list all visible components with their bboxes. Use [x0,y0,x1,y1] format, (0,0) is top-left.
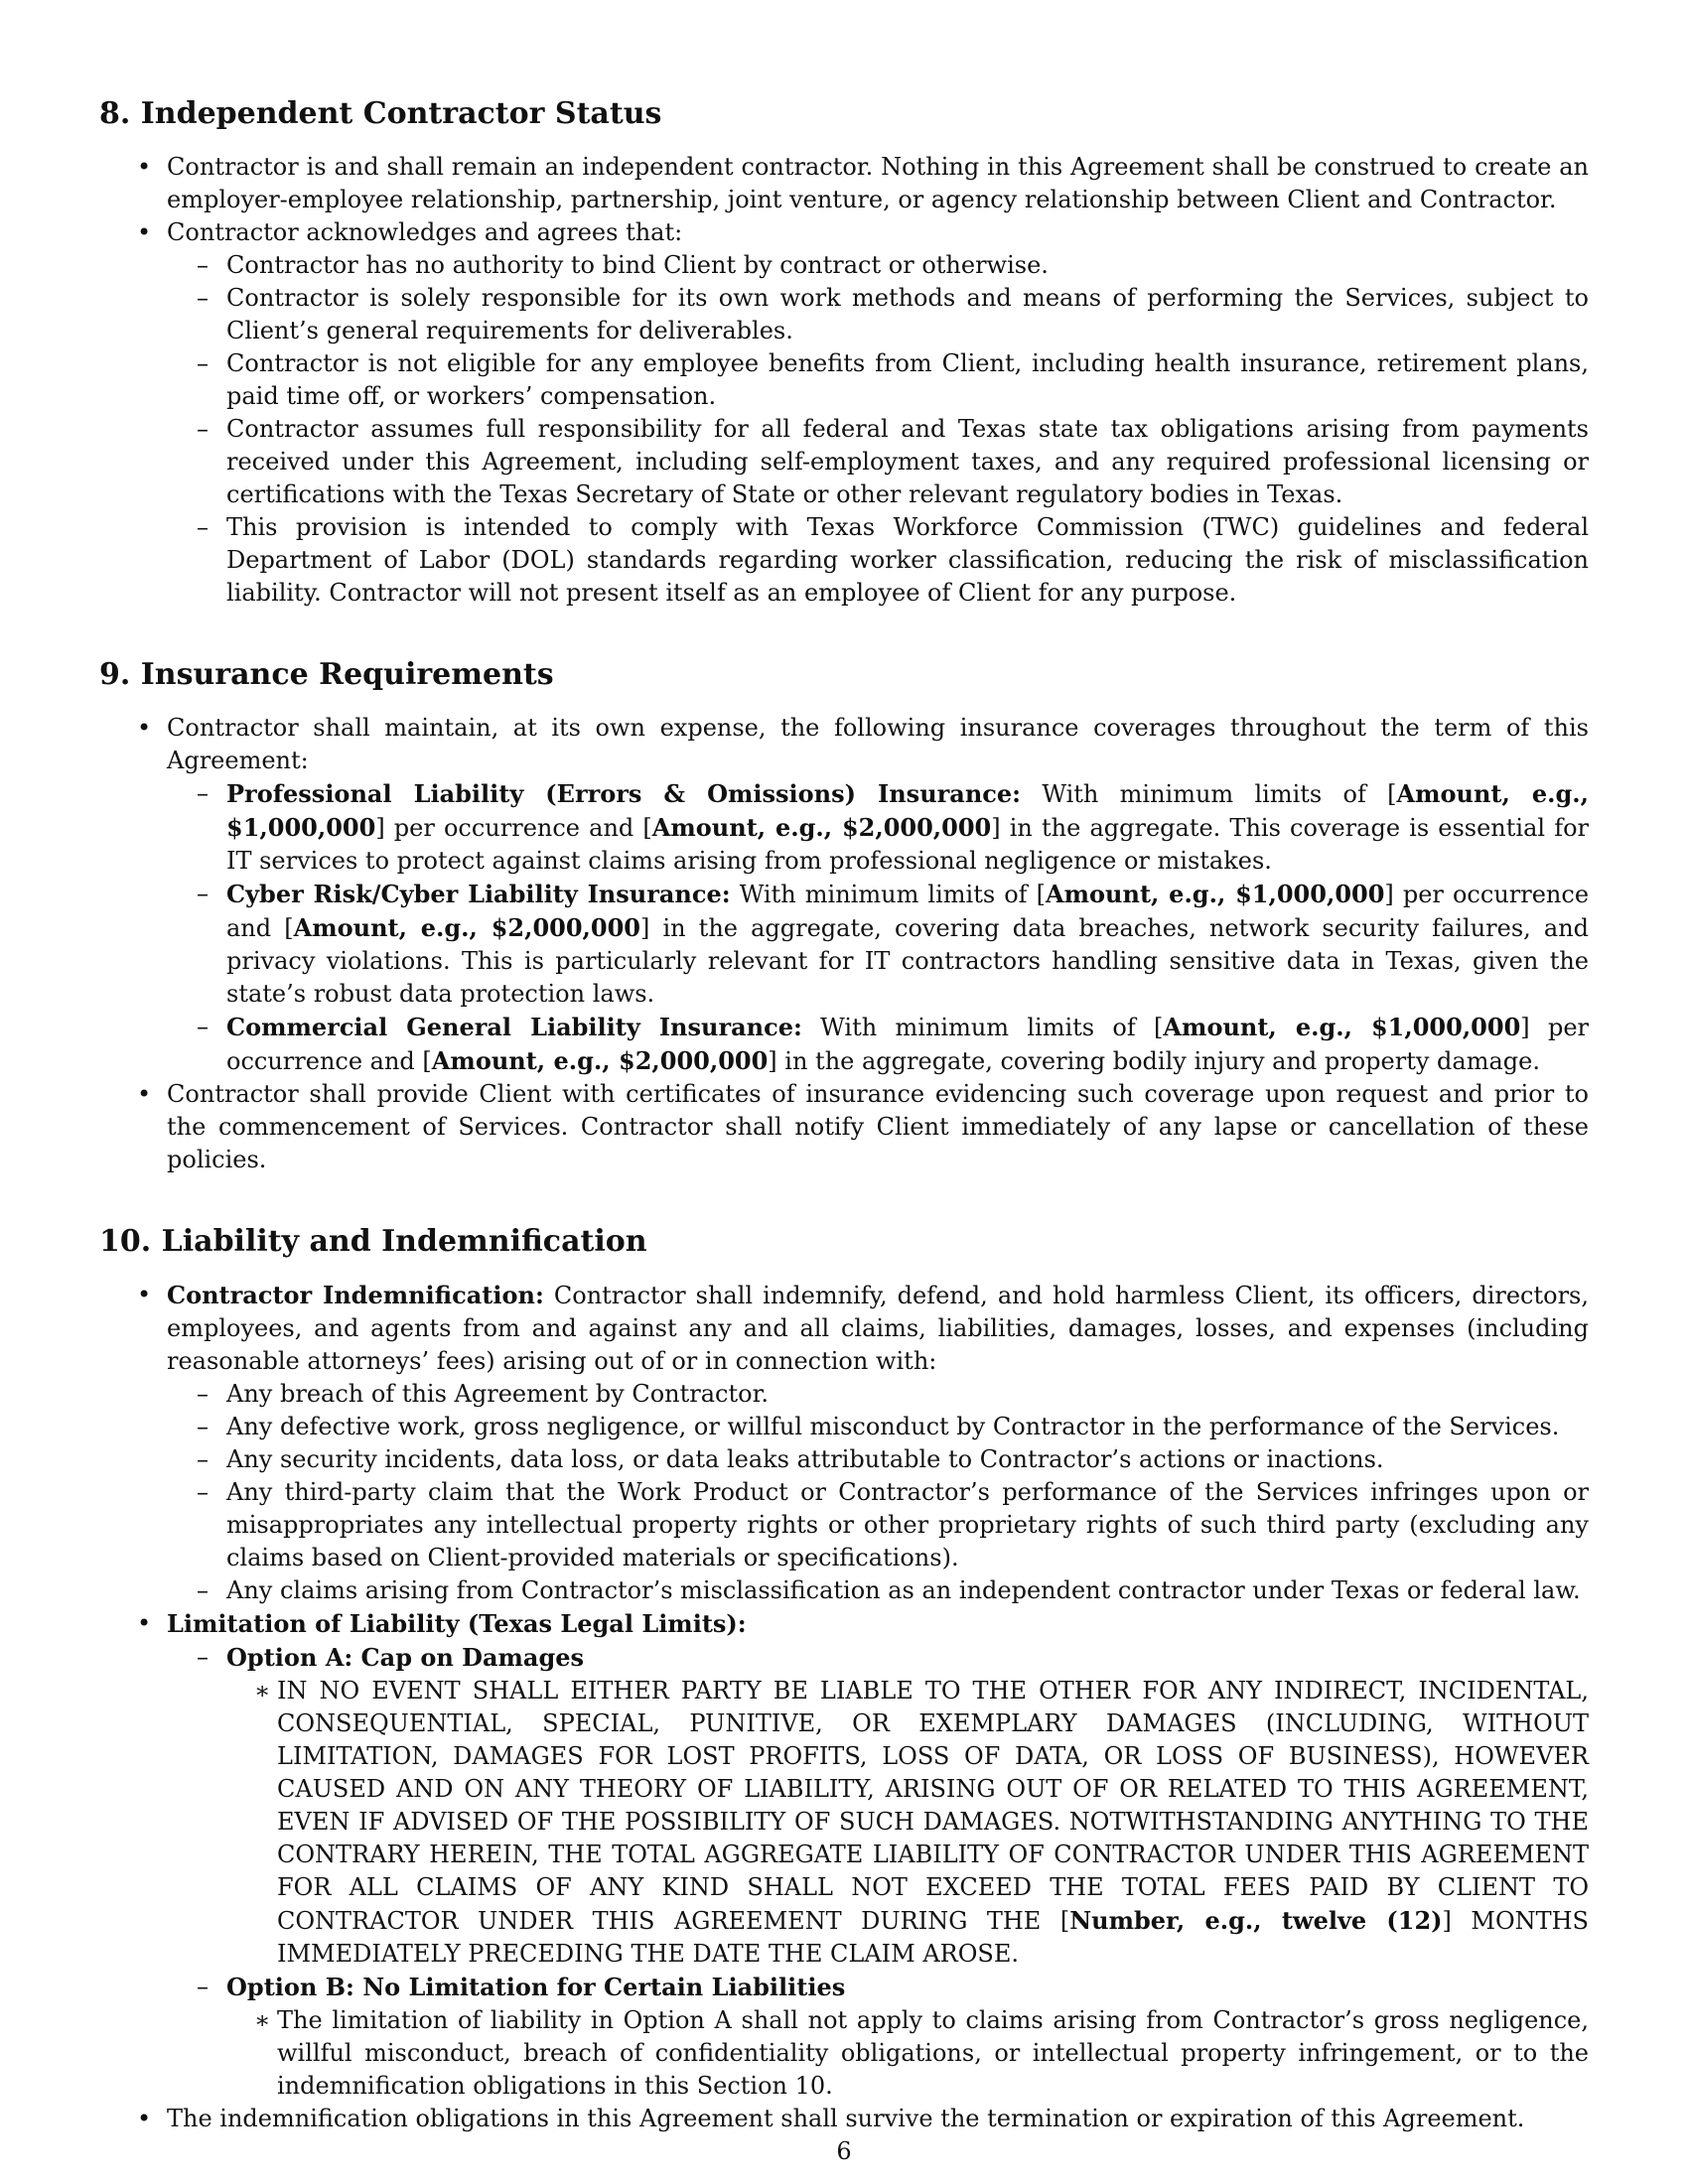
list-item: • Contractor is and shall remain an independent contractor. Nothing in this Agreement shall be construed to create an employer-employee relationship, partnership, joint venture, or agency relationship between Client and Contractor. [137,153,1589,213]
sub-list-item: – Contractor is not eligible for any employee benefits from Client, including health insurance, retirement plans, paid time off, or workers’ compensation. [197,349,1589,410]
limitation-of-liability: • Limitation of Liability (Texas Legal Limits): – Option A: Cap on Damages ∗ IN NO EVENT SHALL EITHER PARTY BE LIABLE TO THE OTHER FOR ANY INDIRECT, INCIDENTAL, CONSEQUENTIAL, SPECIAL, PUNITIVE, OR EXEMPLARY DAMAGES (INCLUDING, WITHOUT LIMITATION, DAMAGES FOR LOST PROFITS, LOSS OF DATA, OR LOSS OF BUSINESS), HOWEVER CAUSED AND ON ANY THEORY OF LIABILITY, ARISING OUT OF OR RELATED TO THIS AGREEMENT, EVEN IF ADVISED OF THE POSSIBILITY OF SUCH DAMAGES. NOTWITHSTANDING ANYTHING TO THE CONTRARY HEREIN, THE TOTAL AGGREGATE LIABILITY OF CONTRACTOR UNDER THIS AGREEMENT FOR ALL CLAIMS OF ANY KIND SHALL NOT EXCEED THE TOTAL FEES PAID BY CLIENT TO CONTRACTOR UNDER THIS AGREEMENT DURING THE [Number, e.g., twelve (12)] MONTHS IMMEDIATELY PRECEDING THE DATE THE CLAIM AROSE. – Option B: No Limitation for Certain Liabilities ∗ The limitation of liability in Option A shall not apply to claims arising from Contractor’s gross negligence, willful misconduct, breach of confidentiality obligations, or intellectual property infringement, or to the indemnification obligations in this Section 10. [99,1607,1589,2103]
section-8-sublist [167,249,1589,610]
option-a-list [226,1675,1589,1971]
option-b-list [226,2004,1589,2103]
section-10 [99,1222,1589,2135]
dash-marker: – [197,1643,209,1671]
dash-marker: – [197,1013,209,1040]
list-item: • Contractor shall maintain, at its own expense, the following insurance coverages throughout the term of this Agreement: – Professional Liability (Errors & Omissions) Insurance: With minimum limits of [Amount, e.g., $1,000,000] per occurrence and [Amount, e.g., $2,000,000] in the aggregate. This coverage is essential for IT services to protect against claims arising from professional negligence or mistakes. – Cyber Risk/Cyber Liability Insurance: With minimum limits of [Amount, e.g., $1,000,000] per occurrence and [Amount, e.g., $2,000,000] in the aggregate, covering data breaches, network security failures, and privacy violations. This is particularly relevant for IT contractors handling sensitive data in Texas, given the state’s robust data protection laws. – Commercial General Liability Insurance: With minimum limits of [Amount, e.g., $1,000,000] per occurrence and [Amount, e.g., $2,000,000] in the aggregate, covering bodily injury and property damage. [99,712,1589,1078]
section-9-list [99,712,1589,1176]
insurance-types-list [167,777,1589,1078]
section-8-heading: 8. Independent Contractor Status [99,96,662,131]
dash-marker: – [197,1576,209,1604]
list-item: • Contractor acknowledges and agrees that: – Contractor has no authority to bind Client by contract or otherwise. – Contractor is solely responsible for its own work methods and means of performing the Services, subject to Client’s general requirements for deliverables. – Contractor is not eligible for any employee benefits from Client, including health insurance, retirement plans, paid time off, or workers’ compensation. – Contractor assumes full responsibility for all federal and Texas state tax obligations arising from payments received under this Agreement, including self-employment taxes, and any required professional licensing or certifications with the Texas Secretary of State or other relevant regulatory bodies in Texas. – This provision is intended to comply with Texas Workforce Commission (TWC) guidelines and federal Department of Labor (DOL) standards regarding worker classification, reducing the risk of misclassification liability. Contractor will not present itself as an employee of Client for any purpose. [99,216,1589,610]
bullet-marker: • [137,1281,152,1308]
bullet-marker: • [137,714,152,742]
document-page [99,94,1589,2181]
section-10-list [99,1279,1589,2135]
bullet-marker: • [137,2105,152,2132]
page-number: 6 [836,2137,852,2165]
bullet-marker: • [137,218,152,246]
dash-marker: – [197,513,209,541]
insurance-professional-liability: – Professional Liability (Errors & Omissions) Insurance: With minimum limits of [Amount, e.g., $1,000,000] per occurrence and [Amount, e.g., $2,000,000] in the aggregate. This coverage is essential for IT services to protect against claims arising from professional negligence or mistakes. [197,779,1590,875]
dash-marker: – [197,1413,209,1440]
section-9-heading: 9. Insurance Requirements [99,657,554,692]
sub-list-item: – Any third-party claim that the Work Product or Contractor’s performance of the Services infringes upon or misappropriates any intellectual property rights or other proprietary rights of such third party (excluding any claims based on Client-provided materials or specifications). [197,1478,1589,1571]
option-b-text: ∗ The limitation of liability in Option A shall not apply to claims arising from Contractor’s gross negligence, willful misconduct, breach of confidentiality obligations, or intellectual property infringement, or to the indemnification obligations in this Section 10. [254,2006,1589,2100]
indemnification-items [167,1378,1589,1607]
dash-marker: – [197,779,209,807]
insurance-general-liability: – Commercial General Liability Insurance: With minimum limits of [Amount, e.g., $1,000,000] per occurrence and [Amount, e.g., $2,000,000] in the aggregate, covering bodily injury and property damage. [197,1013,1590,1075]
section-8-list [99,151,1589,610]
list-item: • Contractor shall provide Client with certificates of insurance evidencing such coverage upon request and prior to the commencement of Services. Contractor shall notify Client immediately of any lapse or cancellation of these policies. [137,1080,1589,1173]
option-b: – Option B: No Limitation for Certain Liabilities ∗ The limitation of liability in Option A shall not apply to claims arising from Contractor’s gross negligence, willful misconduct, breach of confidentiality obligations, or intellectual property infringement, or to the indemnification obligations in this Section 10. [167,1971,1589,2103]
liability-options [167,1641,1589,2103]
contractor-indemnification: • Contractor Indemnification: Contractor shall indemnify, defend, and hold harmless Client, its officers, directors, employees, and agents from and against any and all claims, liabilities, damages, losses, and expenses (including reasonable attorneys’ fees) arising out of or in connection with: – Any breach of this Agreement by Contractor. – Any defective work, gross negligence, or willful misconduct by Contractor in the performance of the Services. – Any security incidents, data loss, or data leaks attributable to Contractor’s actions or inactions. – Any third-party claim that the Work Product or Contractor’s performance of the Services infringes upon or misappropriates any intellectual property rights or other proprietary rights of such third party (excluding any claims based on Client-provided materials or specifications). – Any claims arising from Contractor’s misclassification as an independent contractor under Texas or federal law. [99,1279,1589,1607]
dash-marker: – [197,349,209,377]
section-10-heading: 10. Liability and Indemnification [99,1224,647,1259]
dash-marker: – [197,415,209,443]
option-a-text: ∗ IN NO EVENT SHALL EITHER PARTY BE LIABLE TO THE OTHER FOR ANY INDIRECT, INCIDENTAL, CONSEQUENTIAL, SPECIAL, PUNITIVE, OR EXEMPLARY DAMAGES (INCLUDING, WITHOUT LIMITATION, DAMAGES FOR LOST PROFITS, LOSS OF DATA, OR LOSS OF BUSINESS), HOWEVER CAUSED AND ON ANY THEORY OF LIABILITY, ARISING OUT OF OR RELATED TO THIS AGREEMENT, EVEN IF ADVISED OF THE POSSIBILITY OF SUCH DAMAGES. NOTWITHSTANDING ANYTHING TO THE CONTRARY HEREIN, THE TOTAL AGGREGATE LIABILITY OF CONTRACTOR UNDER THIS AGREEMENT FOR ALL CLAIMS OF ANY KIND SHALL NOT EXCEED THE TOTAL FEES PAID BY CLIENT TO CONTRACTOR UNDER THIS AGREEMENT DURING THE [Number, e.g., twelve (12)] MONTHS IMMEDIATELY PRECEDING THE DATE THE CLAIM AROSE. [254,1677,1590,1968]
section-8 [99,94,1589,610]
dash-marker: – [197,1478,209,1506]
dash-marker: – [197,1380,209,1408]
section-9 [99,655,1589,1176]
dash-marker: – [197,880,209,907]
sub-list-item: – Contractor has no authority to bind Client by contract or otherwise. [167,249,1589,282]
sub-list-item: – Any claims arising from Contractor’s misclassification as an independent contractor under Texas or federal law. [167,1574,1589,1607]
sub-list-item: – Contractor is solely responsible for its own work methods and means of performing the Services, subject to Client’s general requirements for deliverables. [197,284,1589,344]
dash-marker: – [197,1973,209,2000]
dash-marker: – [197,251,209,279]
sub-list-item: – Any security incidents, data loss, or data leaks attributable to Contractor’s actions or inactions. [167,1443,1589,1476]
option-a: – Option A: Cap on Damages ∗ IN NO EVENT SHALL EITHER PARTY BE LIABLE TO THE OTHER FOR ANY INDIRECT, INCIDENTAL, CONSEQUENTIAL, SPECIAL, PUNITIVE, OR EXEMPLARY DAMAGES (INCLUDING, WITHOUT LIMITATION, DAMAGES FOR LOST PROFITS, LOSS OF DATA, OR LOSS OF BUSINESS), HOWEVER CAUSED AND ON ANY THEORY OF LIABILITY, ARISING OUT OF OR RELATED TO THIS AGREEMENT, EVEN IF ADVISED OF THE POSSIBILITY OF SUCH DAMAGES. NOTWITHSTANDING ANYTHING TO THE CONTRARY HEREIN, THE TOTAL AGGREGATE LIABILITY OF CONTRACTOR UNDER THIS AGREEMENT FOR ALL CLAIMS OF ANY KIND SHALL NOT EXCEED THE TOTAL FEES PAID BY CLIENT TO CONTRACTOR UNDER THIS AGREEMENT DURING THE [Number, e.g., twelve (12)] MONTHS IMMEDIATELY PRECEDING THE DATE THE CLAIM AROSE. [167,1641,1589,1971]
bullet-marker: • [137,153,152,181]
dash-marker: – [197,1445,209,1473]
bullet-marker: • [137,1609,152,1637]
sub-list-item: – Any breach of this Agreement by Contractor. [167,1378,1589,1411]
star-marker: ∗ [254,2006,271,2034]
bullet-marker: • [137,1080,152,1108]
sub-list-item: – Any defective work, gross negligence, or willful misconduct by Contractor in the performance of the Services. [167,1411,1589,1443]
star-marker: ∗ [254,1677,271,1705]
insurance-cyber-liability: – Cyber Risk/Cyber Liability Insurance: With minimum limits of [Amount, e.g., $1,000,000] per occurrence and [Amount, e.g., $2,000,000] in the aggregate, covering data breaches, network security failures, and privacy violations. This is particularly relevant for IT contractors handling sensitive data in Texas, given the state’s robust data protection laws. [197,880,1590,1008]
dash-marker: – [197,284,209,312]
sub-list-item: – Contractor assumes full responsibility for all federal and Texas state tax obligations arising from payments received under this Agreement, including self-employment taxes, and any required professional licensing or certifications with the Texas Secretary of State or other relevant regulatory bodies in Texas. [197,415,1589,508]
sub-list-item: – This provision is intended to comply with Texas Workforce Commission (TWC) guidelines and federal Department of Labor (DOL) standards regarding worker classification, reducing the risk of misclassification liability. Contractor will not present itself as an employee of Client for any purpose. [197,513,1589,607]
list-item: • The indemnification obligations in this Agreement shall survive the termination or expiration of this Agreement. [99,2103,1589,2135]
